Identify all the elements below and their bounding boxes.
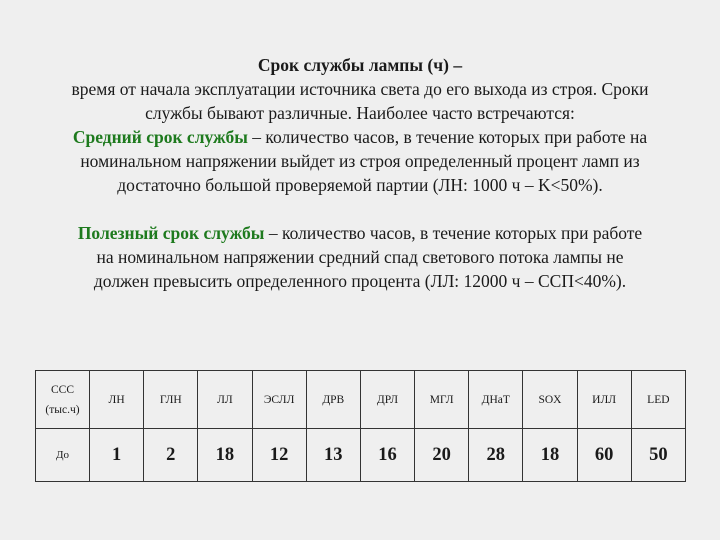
row-label-cell: До [36, 429, 90, 482]
useful-life-line [10, 221, 710, 245]
average-life-line: достаточно большой проверяемой партии (ЛН: 1000 ч – K<50%). [117, 175, 603, 195]
lifetime-value: 2 [144, 429, 198, 482]
header-label-cell [36, 371, 90, 429]
lamp-type-header: ДРВ [306, 371, 360, 429]
definition-line: службы бывают различные. Наиболее часто встречаются: [145, 103, 575, 123]
lifetime-value: 16 [360, 429, 414, 482]
lamp-type-header: ЭСЛЛ [252, 371, 306, 429]
lifetime-value: 50 [631, 429, 685, 482]
average-life-text: – количество часов, в течение которых при работе на [247, 127, 648, 147]
header-label-abbrev: ССС [50, 383, 74, 396]
average-life-line [10, 125, 710, 149]
useful-life-term: Полезный срок службы [77, 223, 265, 243]
useful-life-text: – количество часов, в течение которых при работе [264, 223, 643, 243]
lamp-lifetime-table [35, 370, 686, 482]
lamp-lifetime-title: Срок службы лампы (ч) – [257, 55, 463, 75]
lifetime-value: 18 [523, 429, 577, 482]
lamp-type-header: ДРЛ [360, 371, 414, 429]
table-header-row [36, 371, 686, 429]
useful-life-line: на номинальном напряжении средний спад светового потока лампы не [96, 247, 624, 267]
useful-life-line: должен превысить определенного процента (ЛЛ: 12000 ч – ССП<40%). [93, 271, 627, 291]
lamp-type-header: SOX [523, 371, 577, 429]
lamp-type-header: ИЛЛ [577, 371, 631, 429]
lifetime-value: 20 [415, 429, 469, 482]
lifetime-definition-block [10, 53, 710, 197]
average-life-line: номинальном напряжении выйдет из строя определенный процент ламп из [80, 151, 640, 171]
lifetime-value: 13 [306, 429, 360, 482]
lifetime-value: 18 [198, 429, 252, 482]
table-values-row [36, 429, 686, 482]
lifetime-value: 12 [252, 429, 306, 482]
lamp-type-header: LED [631, 371, 685, 429]
lamp-type-header: ДНаТ [469, 371, 523, 429]
lifetime-value: 60 [577, 429, 631, 482]
useful-life-block [10, 221, 710, 293]
lamp-type-header: ЛЛ [198, 371, 252, 429]
lifetime-value: 1 [90, 429, 144, 482]
lamp-type-header: ГЛН [144, 371, 198, 429]
average-life-term: Средний срок службы [72, 127, 248, 147]
lifetime-value: 28 [469, 429, 523, 482]
definition-line: время от начала эксплуатации источника света до его выхода из строя. Сроки [71, 79, 649, 99]
lamp-type-header: МГЛ [415, 371, 469, 429]
lamp-type-header: ЛН [90, 371, 144, 429]
header-label-unit: (тыс.ч) [45, 403, 80, 416]
